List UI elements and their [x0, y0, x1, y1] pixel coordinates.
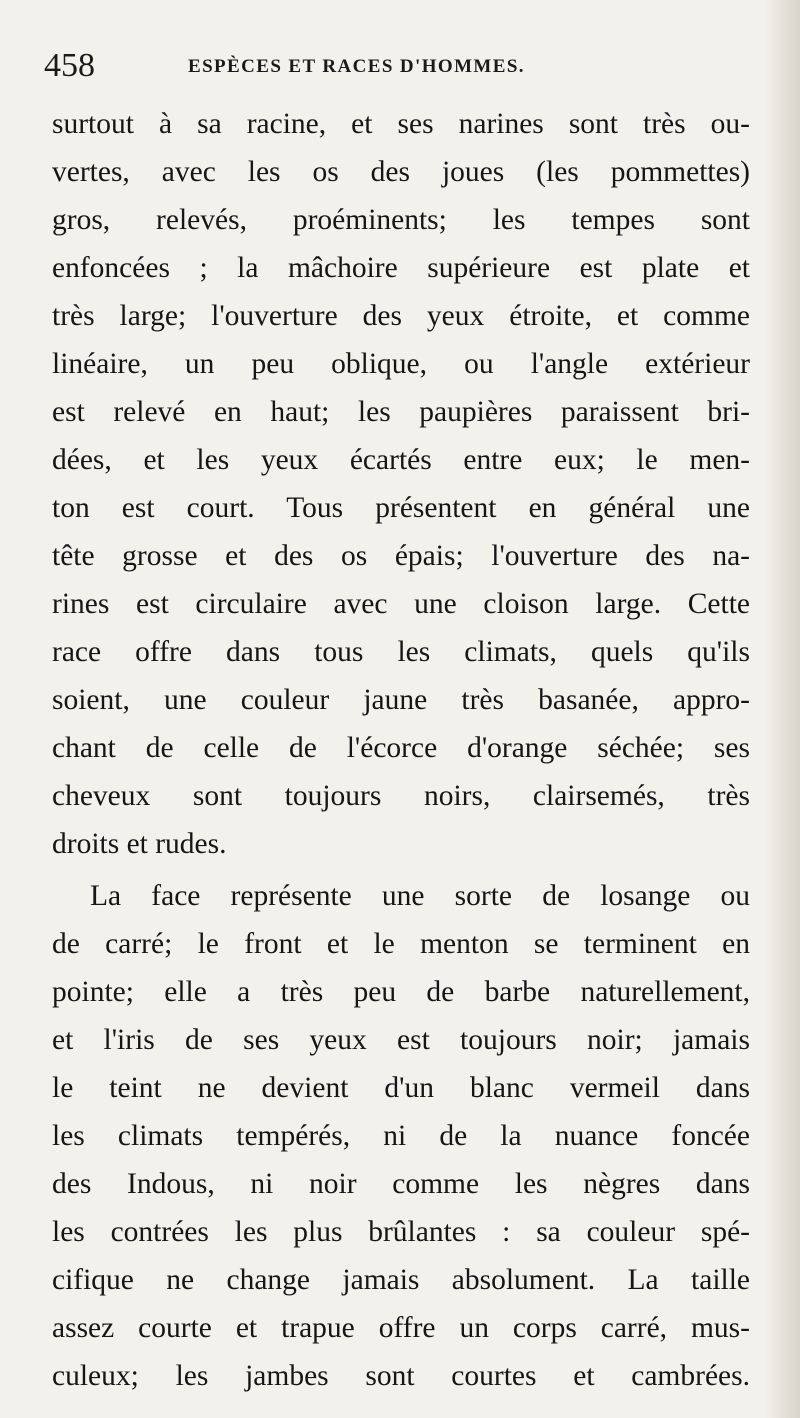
text-line: cifique ne change jamais absolument. La taille [52, 1264, 750, 1296]
text-line: enfoncées ; la mâchoire supérieure est plate et [52, 252, 750, 284]
text-line: rines est circulaire avec une cloison large. Cette [52, 588, 750, 620]
text-line: de carré; le front et le menton se terminent en [52, 928, 750, 960]
text-line: très large; l'ouverture des yeux étroite, et comme [52, 300, 750, 332]
text-line: linéaire, un peu oblique, ou l'angle extérieur [52, 348, 750, 380]
text-line: et l'iris de ses yeux est toujours noir; jamais [52, 1024, 750, 1056]
text-line: soient, une couleur jaune très basanée, appro- [52, 684, 750, 716]
page-edge-shadow [764, 0, 800, 1418]
running-title: ESPÈCES ET RACES D'HOMMES. [188, 56, 525, 77]
text-line: La face représente une sorte de losange ou [90, 880, 750, 912]
body-text [52, 100, 750, 1400]
text-line: chant de celle de l'écorce d'orange séchée; ses [52, 732, 750, 764]
text-line: dées, et les yeux écartés entre eux; le men- [52, 444, 750, 476]
page-header [44, 46, 744, 86]
text-line: race offre dans tous les climats, quels qu'ils [52, 636, 750, 668]
text-line: cheveux sont toujours noirs, clairsemés, très [52, 780, 750, 812]
text-line: pointe; elle a très peu de barbe naturellement, [52, 976, 750, 1008]
text-line: surtout à sa racine, et ses narines sont très ou- [52, 108, 750, 140]
text-line: assez courte et trapue offre un corps carré, mus- [52, 1312, 750, 1344]
text-line: tête grosse et des os épais; l'ouverture des na- [52, 540, 750, 572]
text-line: les contrées les plus brûlantes : sa couleur spé- [52, 1216, 750, 1248]
text-line: gros, relevés, proéminents; les tempes sont [52, 204, 750, 236]
text-line: culeux; les jambes sont courtes et cambrées. [52, 1360, 750, 1392]
text-line: droits et rudes. [52, 828, 227, 860]
text-line: est relevé en haut; les paupières paraissent bri- [52, 396, 750, 428]
text-line: le teint ne devient d'un blanc vermeil dans [52, 1072, 750, 1104]
page-number: 458 [44, 47, 95, 84]
text-line: vertes, avec les os des joues (les pommettes) [52, 156, 750, 188]
text-line: ton est court. Tous présentent en général une [52, 492, 750, 524]
text-line: les climats tempérés, ni de la nuance foncée [52, 1120, 750, 1152]
text-line: des Indous, ni noir comme les nègres dans [52, 1168, 750, 1200]
